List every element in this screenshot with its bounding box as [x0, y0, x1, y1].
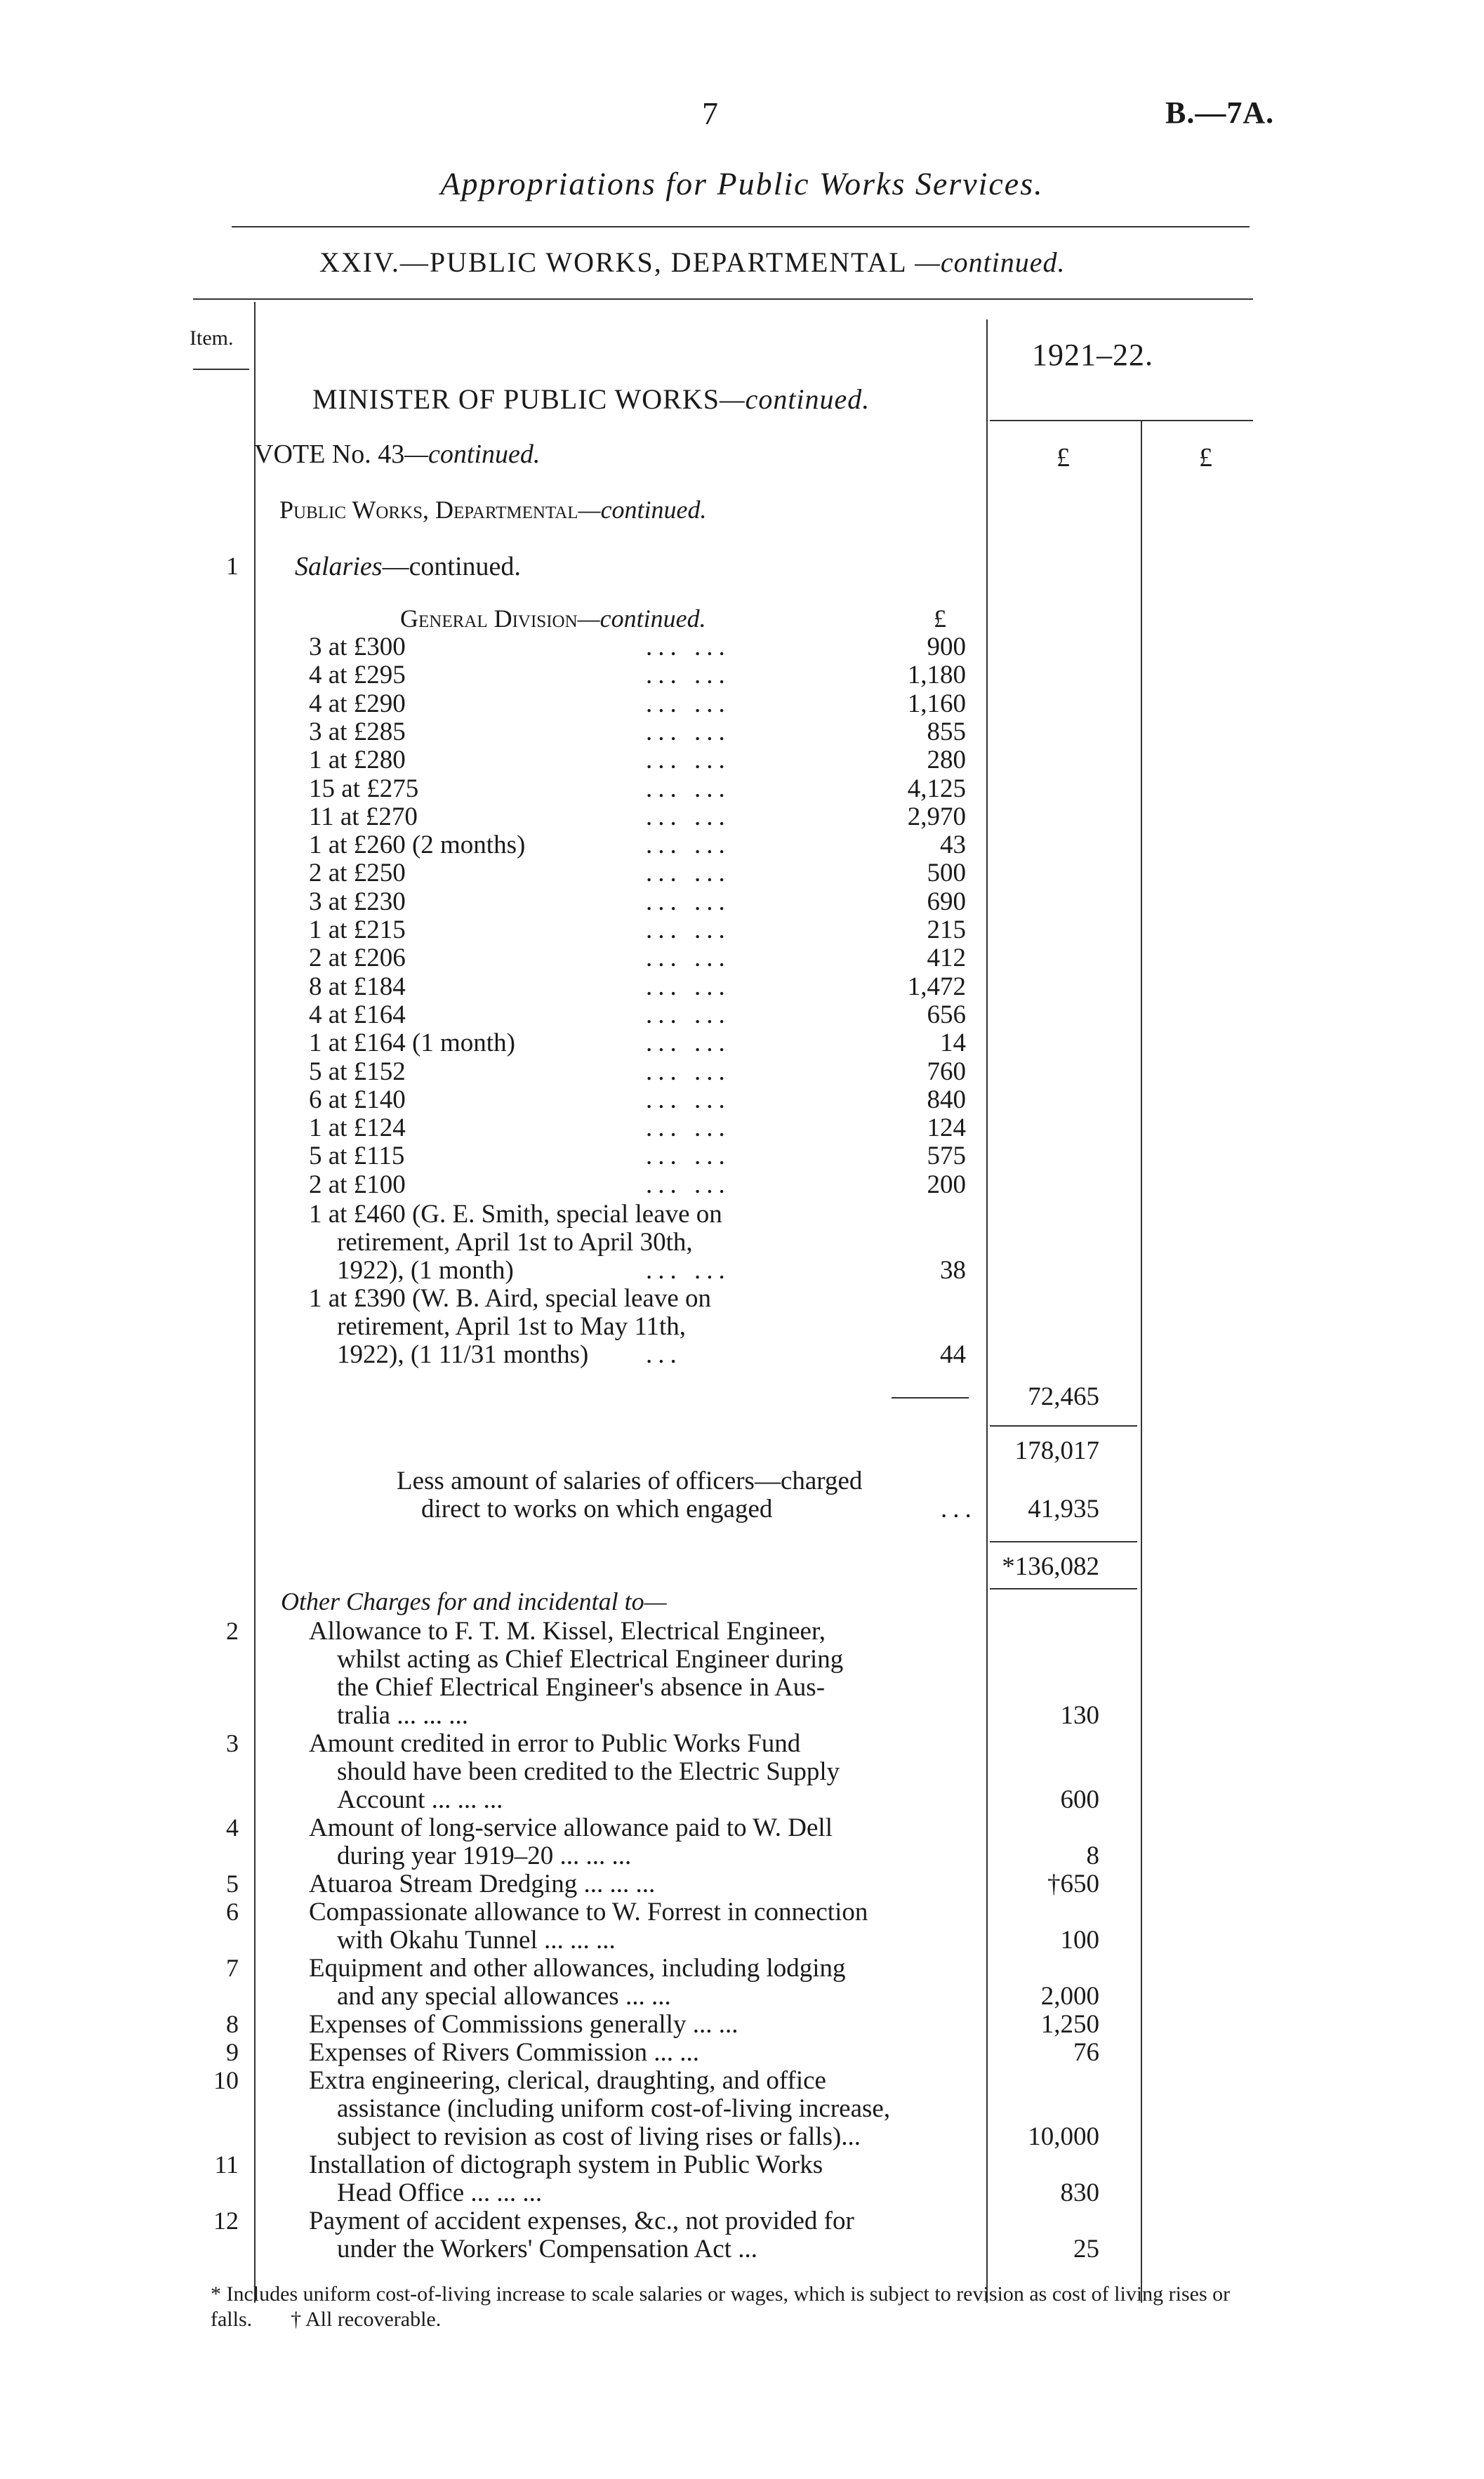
salary-row-amount: 575 — [927, 1142, 966, 1170]
salaries-heading-cont: —continued. — [382, 552, 521, 581]
salary-row-dots: ... ... — [646, 887, 731, 916]
salary-row-dots: ... ... — [646, 1057, 731, 1086]
table-top-rule — [193, 298, 1253, 300]
salary-row-label: 1 at £280 — [309, 746, 406, 774]
salary-row-label: 4 at £164 — [309, 1000, 406, 1029]
charge-text-line: Amount credited in error to Public Works Fund — [309, 1729, 801, 1758]
year-rule — [990, 420, 1253, 421]
charge-item-number: 8 — [226, 2010, 239, 2038]
charge-amount: 1,250 — [1040, 2010, 1099, 2039]
special-leave-line1: 1 at £390 (W. B. Aird, special leave on — [309, 1284, 712, 1313]
title-rule — [232, 226, 1250, 227]
salary-row-label: 15 at £275 — [309, 774, 419, 803]
salary-row-amount: 280 — [927, 746, 966, 774]
salary-row-dots: ... ... — [646, 1000, 731, 1029]
special-leave-dots: ... ... — [646, 1256, 731, 1285]
charge-text-line: tralia ... ... ... — [337, 1701, 469, 1730]
vote-heading-main: VOTE No. 43 — [254, 439, 405, 469]
salary-row-dots: ... ... — [646, 774, 731, 803]
charge-amount: 130 — [1060, 1701, 1099, 1730]
salary-row-amount: 840 — [927, 1085, 966, 1114]
charge-item-number: 12 — [213, 2207, 239, 2235]
charge-text-line: assistance (including uniform cost-of-living increase, — [337, 2094, 891, 2123]
page-number: 7 — [702, 95, 718, 131]
charge-item-number: 7 — [226, 1954, 239, 1982]
salary-row-label: 1 at £124 — [309, 1113, 406, 1142]
charge-text-line: the Chief Electrical Engineer's absence in Aus- — [337, 1673, 826, 1702]
salary-row-dots: ... ... — [646, 661, 731, 689]
salary-row-dots: ... ... — [646, 1170, 731, 1199]
charge-item-number: 5 — [226, 1870, 239, 1898]
salary-row-label: 1 at £215 — [309, 915, 406, 944]
salary-row-amount: 412 — [927, 944, 966, 972]
charge-item-number: 10 — [213, 2066, 239, 2094]
salary-row-dots: ... ... — [646, 1029, 731, 1057]
charge-text-line: whilst acting as Chief Electrical Engineer during — [337, 1645, 844, 1674]
document-reference: B.—7A. — [1165, 95, 1275, 130]
other-charges-heading: Other Charges for and incidental to— — [281, 1587, 667, 1615]
salary-row-amount: 690 — [927, 887, 966, 916]
salary-row-label: 3 at £230 — [309, 887, 406, 916]
salary-row-amount: 215 — [927, 915, 966, 944]
salary-row-label: 11 at £270 — [309, 802, 418, 831]
salary-row-label: 2 at £206 — [309, 944, 406, 972]
special-leave-amount: 38 — [940, 1256, 966, 1285]
salary-row-amount: 900 — [927, 633, 966, 661]
charge-text-line: with Okahu Tunnel ... ... ... — [337, 1926, 616, 1955]
salary-row-dots: ... ... — [646, 1085, 731, 1114]
salary-row-amount: 43 — [940, 831, 966, 859]
salary-row-label: 1 at £260 (2 months) — [309, 831, 526, 859]
section-heading-main: XXIV.—PUBLIC WORKS, DEPARTMENTAL — [319, 246, 907, 278]
salary-row-label: 6 at £140 — [309, 1085, 406, 1114]
charge-text-line: Head Office ... ... ... — [337, 2179, 543, 2207]
charge-text-line: subject to revision as cost of living rises or falls)... — [337, 2122, 861, 2151]
minister-heading-main: MINISTER OF PUBLIC WORKS — [312, 383, 720, 415]
charge-item-number: 4 — [226, 1813, 239, 1842]
special-leave-line3: 1922), (1 month) — [337, 1256, 514, 1285]
charge-text-line: Equipment and other allowances, including lodging — [309, 1954, 846, 1983]
general-division-heading — [400, 604, 706, 633]
item-column-header: Item. — [190, 326, 234, 350]
special-leave-line2: retirement, April 1st to May 11th, — [337, 1312, 687, 1341]
charge-amount: 76 — [1073, 2038, 1099, 2067]
salary-unit: £ — [934, 604, 946, 633]
salary-row-dots: ... ... — [646, 718, 731, 746]
charge-text-line: and any special allowances ... ... — [337, 1982, 671, 2011]
division-total: 72,465 — [1028, 1382, 1099, 1411]
salary-row-label: 8 at £184 — [309, 972, 406, 1001]
charge-amount: 25 — [1073, 2235, 1099, 2263]
department-heading — [279, 495, 707, 524]
salary-row-amount: 200 — [927, 1170, 966, 1199]
special-leave-line2: retirement, April 1st to April 30th, — [337, 1228, 693, 1257]
section-heading — [319, 246, 1066, 279]
charge-item-number: 2 — [226, 1617, 239, 1645]
gross-total: 178,017 — [1014, 1436, 1099, 1465]
charge-text-line: should have been credited to the Electric Supply — [337, 1757, 840, 1786]
subtotal-rule — [892, 1397, 969, 1399]
general-division-cont: —continued. — [577, 604, 706, 633]
salary-row-label: 4 at £290 — [309, 689, 406, 718]
second-amount-column-divider — [1141, 421, 1142, 2303]
charge-text-line: Atuaroa Stream Dredging ... ... ... — [309, 1870, 656, 1898]
charge-text-line: Amount of long-service allowance paid to W. Dell — [309, 1813, 833, 1842]
salary-row-dots: ... ... — [646, 972, 731, 1001]
salary-row-dots: ... ... — [646, 689, 731, 718]
charge-text-line: during year 1919–20 ... ... ... — [337, 1842, 632, 1870]
salary-row-dots: ... ... — [646, 802, 731, 831]
charge-amount: 100 — [1060, 1926, 1099, 1955]
salary-row-amount: 656 — [927, 1000, 966, 1029]
special-leave-line1: 1 at £460 (G. E. Smith, special leave on — [309, 1200, 722, 1229]
charge-text-line: Extra engineering, clerical, draughting, and office — [309, 2066, 826, 2095]
salary-row-amount: 760 — [927, 1057, 966, 1086]
salary-row-label: 3 at £285 — [309, 718, 406, 746]
minister-heading — [312, 383, 870, 416]
salary-row-dots: ... ... — [646, 915, 731, 944]
less-label-line1: Less amount of salaries of officers—charged — [397, 1467, 863, 1495]
item-number: 1 — [226, 552, 239, 580]
page-title: Appropriations for Public Works Services. — [440, 166, 1044, 201]
net-total: *136,082 — [1002, 1552, 1099, 1581]
charge-text-line: Account ... ... ... — [337, 1785, 503, 1814]
charge-text-line: Allowance to F. T. M. Kissel, Electrical Engineer, — [309, 1617, 826, 1646]
charge-amount: 10,000 — [1028, 2122, 1099, 2151]
charge-amount: 830 — [1060, 2179, 1099, 2207]
charge-text-line: under the Workers' Compensation Act ... — [337, 2235, 758, 2263]
general-division-main: General Division — [400, 604, 578, 633]
amount-column-divider — [986, 319, 988, 2303]
charge-text-line: Expenses of Commissions generally ... ... — [309, 2010, 738, 2039]
salary-row-label: 5 at £152 — [309, 1057, 406, 1086]
salaries-heading — [295, 551, 521, 582]
salaries-heading-main: Salaries — [295, 552, 383, 581]
salary-row-dots: ... ... — [646, 1113, 731, 1142]
charge-text-line: Payment of accident expenses, &c., not provided for — [309, 2207, 854, 2235]
item-column-divider — [254, 302, 256, 2303]
salary-row-label: 2 at £100 — [309, 1170, 406, 1199]
department-heading-main: Public Works, Departmental — [279, 496, 578, 524]
less-amount: 41,935 — [1028, 1495, 1099, 1523]
less-dots: ... — [941, 1495, 977, 1523]
salary-row-amount: 1,160 — [907, 689, 966, 718]
salary-row-amount: 855 — [927, 718, 966, 746]
salary-row-label: 4 at £295 — [309, 661, 406, 689]
salary-row-amount: 500 — [927, 859, 966, 887]
salary-row-label: 2 at £250 — [309, 859, 406, 887]
special-leave-amount: 44 — [940, 1340, 966, 1369]
charge-text-line: Expenses of Rivers Commission ... ... — [309, 2038, 700, 2067]
salary-row-dots: ... ... — [646, 859, 731, 887]
special-leave-dots: ... — [646, 1340, 682, 1369]
charge-item-number: 3 — [226, 1729, 239, 1757]
total-rule-1 — [990, 1425, 1137, 1427]
charge-amount: †650 — [1047, 1870, 1099, 1898]
charge-item-number: 9 — [226, 2038, 239, 2066]
col1-unit: £ — [1056, 443, 1070, 472]
salary-row-amount: 1,180 — [907, 661, 966, 689]
department-heading-cont: —continued. — [578, 496, 707, 524]
col2-unit: £ — [1199, 443, 1212, 472]
salary-row-dots: ... ... — [646, 633, 731, 661]
section-heading-cont: —continued. — [915, 246, 1066, 278]
charge-amount: 8 — [1086, 1842, 1099, 1870]
financial-year-header: 1921–22. — [1032, 338, 1153, 372]
charge-item-number: 6 — [226, 1898, 239, 1926]
minister-heading-cont: —continued. — [720, 383, 870, 415]
salary-row-label: 1 at £164 (1 month) — [309, 1029, 515, 1057]
salary-row-amount: 124 — [927, 1113, 966, 1142]
charge-amount: 2,000 — [1040, 1982, 1099, 2011]
total-rule-2 — [990, 1541, 1137, 1542]
salary-row-dots: ... ... — [646, 831, 731, 859]
vote-heading — [254, 439, 540, 470]
charge-item-number: 11 — [214, 2150, 239, 2179]
charge-amount: 600 — [1060, 1785, 1099, 1814]
footnotes — [211, 2282, 1250, 2332]
salary-row-dots: ... ... — [646, 1142, 731, 1170]
salary-row-amount: 1,472 — [907, 972, 966, 1001]
salary-row-label: 5 at £115 — [309, 1142, 405, 1170]
salary-row-amount: 14 — [940, 1029, 966, 1057]
charge-text-line: Compassionate allowance to W. Forrest in connection — [309, 1898, 868, 1926]
footnote-dagger: † All recoverable. — [291, 2308, 442, 2331]
salary-row-label: 3 at £300 — [309, 633, 406, 661]
salary-row-dots: ... ... — [646, 944, 731, 972]
salary-row-amount: 2,970 — [907, 802, 966, 831]
item-header-rule — [193, 369, 249, 370]
footnote-star: * Includes uniform cost-of-living increase to scale salaries or wages, which is subject to revision as cost of living rises or falls. — [211, 2282, 1231, 2331]
salary-row-dots: ... ... — [646, 746, 731, 774]
salary-row-amount: 4,125 — [907, 774, 966, 803]
charge-text-line: Installation of dictograph system in Public Works — [309, 2150, 823, 2179]
vote-heading-cont: —continued. — [404, 439, 541, 469]
special-leave-line3: 1922), (1 11/31 months) — [337, 1340, 589, 1369]
less-label-line2: direct to works on which engaged — [421, 1495, 773, 1523]
total-rule-3 — [990, 1588, 1137, 1589]
